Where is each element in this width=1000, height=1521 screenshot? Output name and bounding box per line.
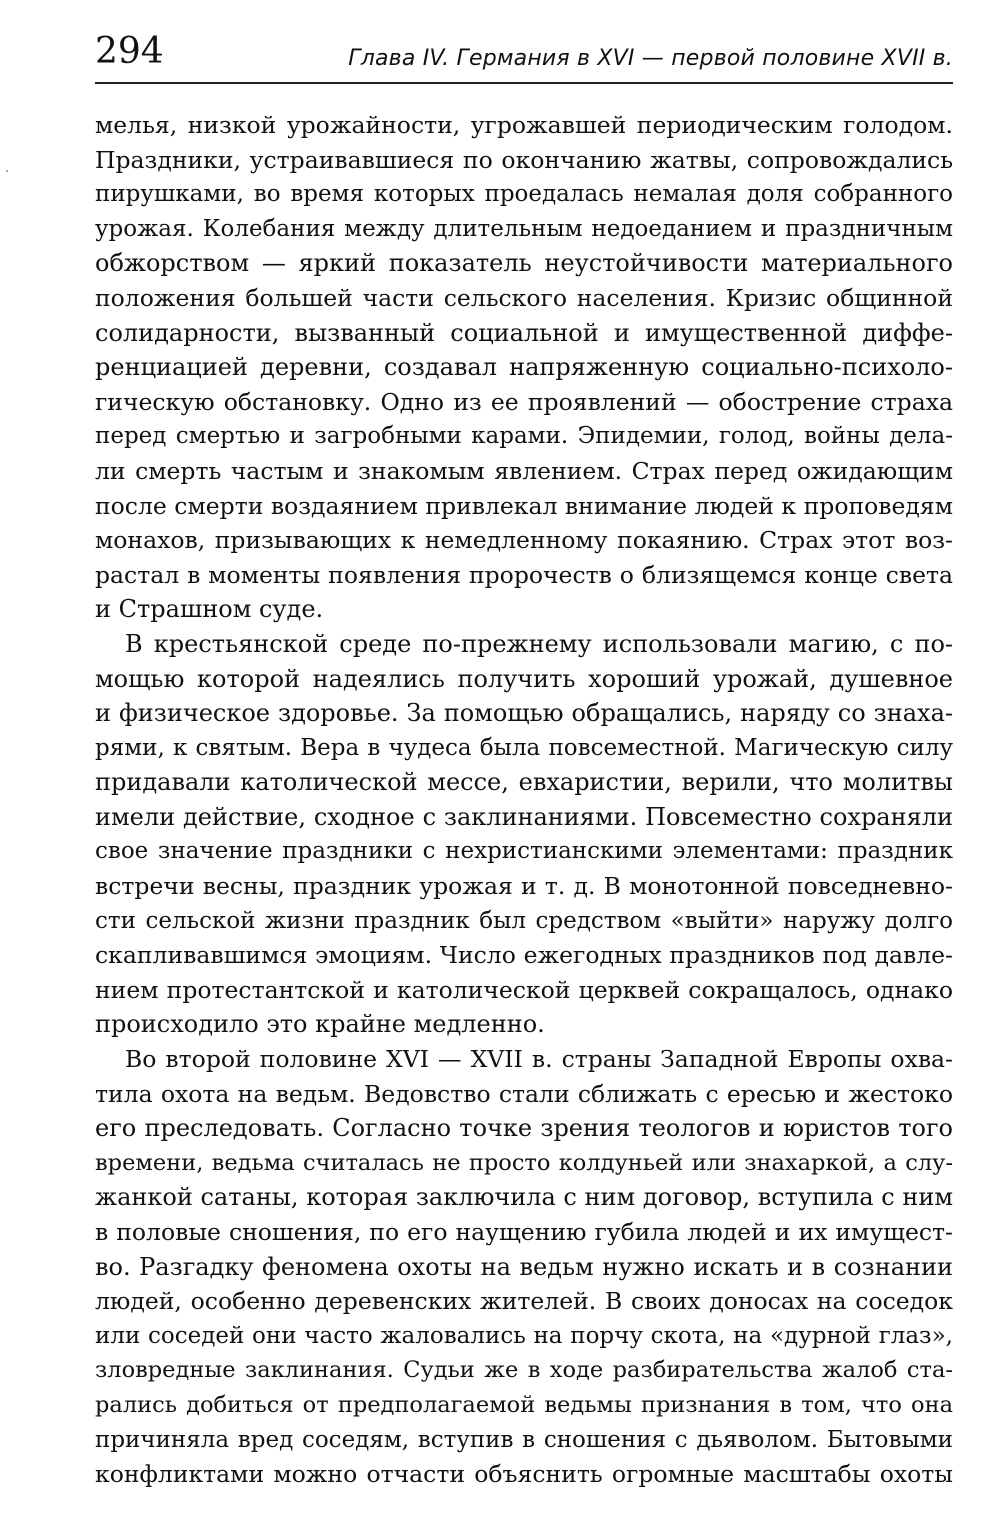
text-line: после смерти воздаянием привлекал внимание людей к проповедям [95, 491, 953, 520]
text-line: пирушками, во время которых проедалась немалая доля собранного [95, 181, 953, 208]
text-line: людей, особенно деревенских жителей. В своих доносах на соседок [95, 1287, 953, 1316]
paragraph [95, 108, 953, 627]
text-line: тила охота на ведьм. Ведовство стали сближать с ересью и жестоко [95, 1079, 953, 1108]
text-line: имели действие, сходное с заклинаниями. Повсеместно сохраняли [95, 802, 953, 831]
text-line: конфликтами можно отчасти объяснить огромные масштабы охоты [95, 1460, 953, 1489]
text-line: Во второй половине XVI — XVII в. страны Западной Европы охва- [125, 1045, 953, 1074]
text-line: происходило это крайне медленно. [95, 1010, 545, 1039]
text-line: или соседей они часто жаловались на порчу скота, на «дурной глаз», [95, 1322, 953, 1349]
text-line: нием протестантской и католической церквей сокращалось, однако [95, 975, 953, 1004]
text-line: В крестьянской среде по-прежнему использовали магию, с по- [125, 629, 953, 658]
text-line: положения большей части сельского населения. Кризис общинной [95, 283, 953, 312]
text-line: перед смертью и загробными карами. Эпидемии, голод, войны дела- [95, 423, 953, 450]
scan-speck [6, 170, 8, 172]
text-line: и физическое здоровье. За помощью обращались, наряду со знаха- [95, 699, 953, 728]
text-line: его преследовать. Согласно точке зрения теологов и юристов того [95, 1114, 953, 1143]
text-line: придавали католической мессе, евхаристии, верили, что молитвы [95, 768, 953, 797]
text-line: и Страшном суде. [95, 595, 324, 624]
text-line: ренциацией деревни, создавал напряженную социально-психоло- [95, 353, 953, 382]
text-line: Праздники, устраивавшиеся по окончанию жатвы, сопровождались [95, 145, 953, 174]
text-line: мощью которой надеялись получить хороший урожай, душевное [95, 664, 953, 693]
text-line: растал в моменты появления пророчеств о близящемся конце света [95, 560, 953, 589]
text-line: во. Разгадку феномена охоты на ведьм нужно искать и в сознании [95, 1252, 953, 1281]
text-line: скапливавшимся эмоциям. Число ежегодных праздников под давле- [95, 941, 953, 970]
text-line: свое значение праздники с нехристианскими элементами: праздник [95, 838, 953, 865]
text-line: обжорством — яркий показатель неустойчивости материального [95, 249, 953, 278]
text-line: времени, ведьма считалась не просто колдуньей или знахаркой, а слу- [95, 1149, 953, 1176]
text-line: сти сельской жизни праздник был средством «выйти» наружу долго [95, 907, 953, 934]
text-line: мелья, низкой урожайности, угрожавшей периодическим голодом. [95, 111, 953, 139]
running-head [95, 30, 953, 90]
text-line: в половые сношения, по его наущению губила людей и их имущест- [95, 1218, 953, 1246]
text-line: гическую обстановку. Одно из ее проявлений — обострение страха [95, 387, 953, 416]
header-rule [95, 82, 953, 84]
text-line: ли смерть частым и знакомым явлением. Страх перед ожидающим [95, 456, 953, 485]
text-line: монахов, призывающих к немедленному покаянию. Страх этот воз- [95, 526, 953, 555]
text-line: жанкой сатаны, которая заключила с ним договор, вступила с ним [95, 1183, 953, 1212]
text-line: причиняла вред соседям, вступив в сношения с дьяволом. Бытовыми [95, 1426, 953, 1453]
page-number: 294 [95, 31, 164, 72]
text-line: зловредные заклинания. Судьи же в ходе разбирательства жалоб ста- [95, 1357, 953, 1384]
text-line: рями, к святым. Вера в чудеса была повсеместной. Магическую силу [95, 734, 953, 761]
text-line: солидарности, вызванный социальной и имущественной диффе- [95, 318, 953, 347]
text-line: встречи весны, праздник урожая и т. д. В монотонной повседневно- [95, 872, 953, 901]
body-text [95, 108, 953, 1492]
text-line: рались добиться от предполагаемой ведьмы признания в том, что она [95, 1391, 953, 1418]
paragraph [95, 1042, 953, 1492]
chapter-title: Глава IV. Германия в XVI — первой половине XVII в. [348, 46, 953, 71]
text-line: урожая. Колебания между длительным недоеданием и праздничным [95, 215, 953, 242]
paragraph [95, 627, 953, 1042]
